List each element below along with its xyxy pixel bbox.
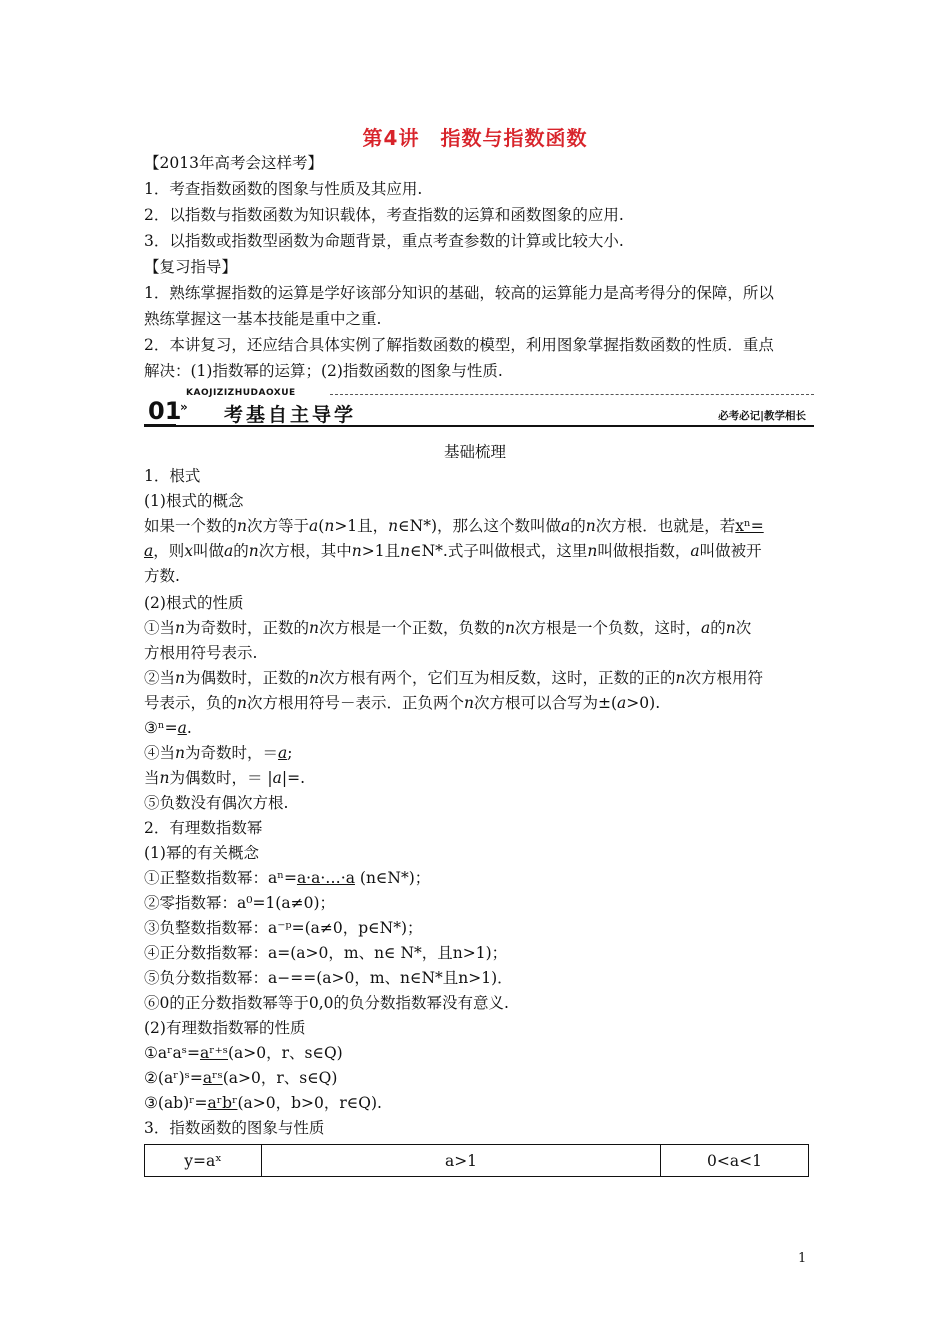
review-line-4: 解决：(1)指数幂的运算；(2)指数函数的图象与性质. [144, 362, 503, 380]
radical-prop-1: ①当n为奇数时，正数的n次方根是一个正数，负数的n次方根是一个负数，这时，a的n次 [144, 619, 752, 637]
exponential-property-table [144, 1144, 809, 1177]
paragraph-radical-def-2: a，则x叫做a的n次方根，其中n>1且n∈N*.式子叫做根式，这里n叫做根指数，a叫做被开 [144, 542, 762, 560]
radical-prop-3: ③ⁿ=a. [144, 719, 192, 737]
radical-prop-5: ⑤负数没有偶次方根. [144, 794, 289, 812]
power-rule-1: ①aʳaˢ=aʳ⁺ˢ(a>0，r、s∈Q) [144, 1044, 343, 1062]
banner-pinyin: KAOJIZIZHUDAOXUE [186, 388, 296, 398]
exam-item-3: 3．以指数或指数型函数为命题背景，重点考查参数的计算或比较大小. [144, 232, 624, 250]
review-line-1: 1．熟练掌握指数的运算是学好该部分知识的基础，较高的运算能力是高考得分的保障，所以 [144, 284, 774, 302]
subheading-radical-props: (2)根式的性质 [144, 594, 244, 612]
table-header-a-between: 0<a<1 [661, 1145, 809, 1177]
radical-prop-4: ④当n为奇数时，＝a; [144, 744, 293, 762]
radical-prop-4b: 当n为偶数时，＝ |a|=. [144, 769, 306, 787]
radical-prop-2: ②当n为偶数时，正数的n次方根有两个，它们互为相反数，这时，正数的正的n次方根用符 [144, 669, 764, 687]
heading-rational-exponent: 2．有理数指数幂 [144, 819, 263, 837]
subheading-radical-concept: (1)根式的概念 [144, 492, 244, 510]
heading-radical: 1．根式 [144, 467, 201, 485]
subheading-power-concepts: (1)幂的有关概念 [144, 844, 259, 862]
power-def-1: ①正整数指数幂：aⁿ=a·a·…·a (n∈N*)； [144, 869, 431, 887]
review-line-3: 2．本讲复习，还应结合具体实例了解指数函数的模型，利用图象掌握指数函数的性质．重点 [144, 336, 774, 354]
power-rule-2: ②(aʳ)ˢ=aʳˢ(a>0，r、s∈Q) [144, 1069, 338, 1087]
table-row [145, 1145, 809, 1177]
power-def-4: ④正分数指数幂：a=(a>0，m、n∈ N*，且n>1)； [144, 944, 508, 962]
review-line-2: 熟练掌握这一基本技能是重中之重. [144, 310, 382, 328]
heading-exponential-function: 3．指数函数的图象与性质 [144, 1119, 325, 1137]
power-rule-3: ③(ab)ʳ=aʳbʳ(a>0，b>0，r∈Q). [144, 1094, 382, 1112]
power-def-3: ③负整数指数幂：a⁻ᵖ=(a≠0，p∈N*)； [144, 919, 423, 937]
paragraph-radical-def-3: 方数. [144, 567, 180, 585]
banner-number: 01 [148, 397, 182, 425]
banner-base-rule [144, 425, 814, 427]
table-header-function: y=aˣ [145, 1145, 262, 1177]
table-header-a-greater-1: a>1 [262, 1145, 661, 1177]
exam-item-1: 1．考查指数函数的图象与性质及其应用. [144, 180, 423, 198]
section-banner [144, 388, 814, 428]
page-title: 第4讲 指数与指数函数 [362, 126, 588, 150]
exam-header: 【2013年高考会这样考】 [144, 154, 323, 172]
section-title: 基础梳理 [443, 443, 506, 461]
banner-label: 考基自主导学 [224, 404, 357, 426]
radical-prop-2b: 号表示，负的n次方根用符号－表示．正负两个n次方根可以合写为±(a>0). [144, 694, 661, 712]
banner-right-text: 必考必记|教学相长 [718, 410, 806, 422]
exam-item-2: 2．以指数与指数函数为知识载体，考查指数的运算和函数图象的应用. [144, 206, 624, 224]
page-number: 1 [798, 1251, 807, 1266]
radical-prop-1b: 方根用符号表示. [144, 644, 258, 662]
subheading-power-props: (2)有理数指数幂的性质 [144, 1019, 306, 1037]
paragraph-radical-def-1: 如果一个数的n次方等于a(n>1且，n∈N*)，那么这个数叫做a的n次方根．也就是，若xⁿ= [144, 517, 764, 535]
power-def-5: ⑤负分数指数幂：a−==(a>0，m、n∈N*且n>1)． [144, 969, 513, 987]
banner-chevron-icon: » [180, 400, 188, 414]
power-def-6: ⑥0的正分数指数幂等于0,0的负分数指数幂没有意义. [144, 994, 509, 1012]
banner-dashed-rule [330, 394, 814, 395]
power-def-2: ②零指数幂：a⁰=1(a≠0)； [144, 894, 335, 912]
review-header: 【复习指导】 [144, 258, 238, 276]
